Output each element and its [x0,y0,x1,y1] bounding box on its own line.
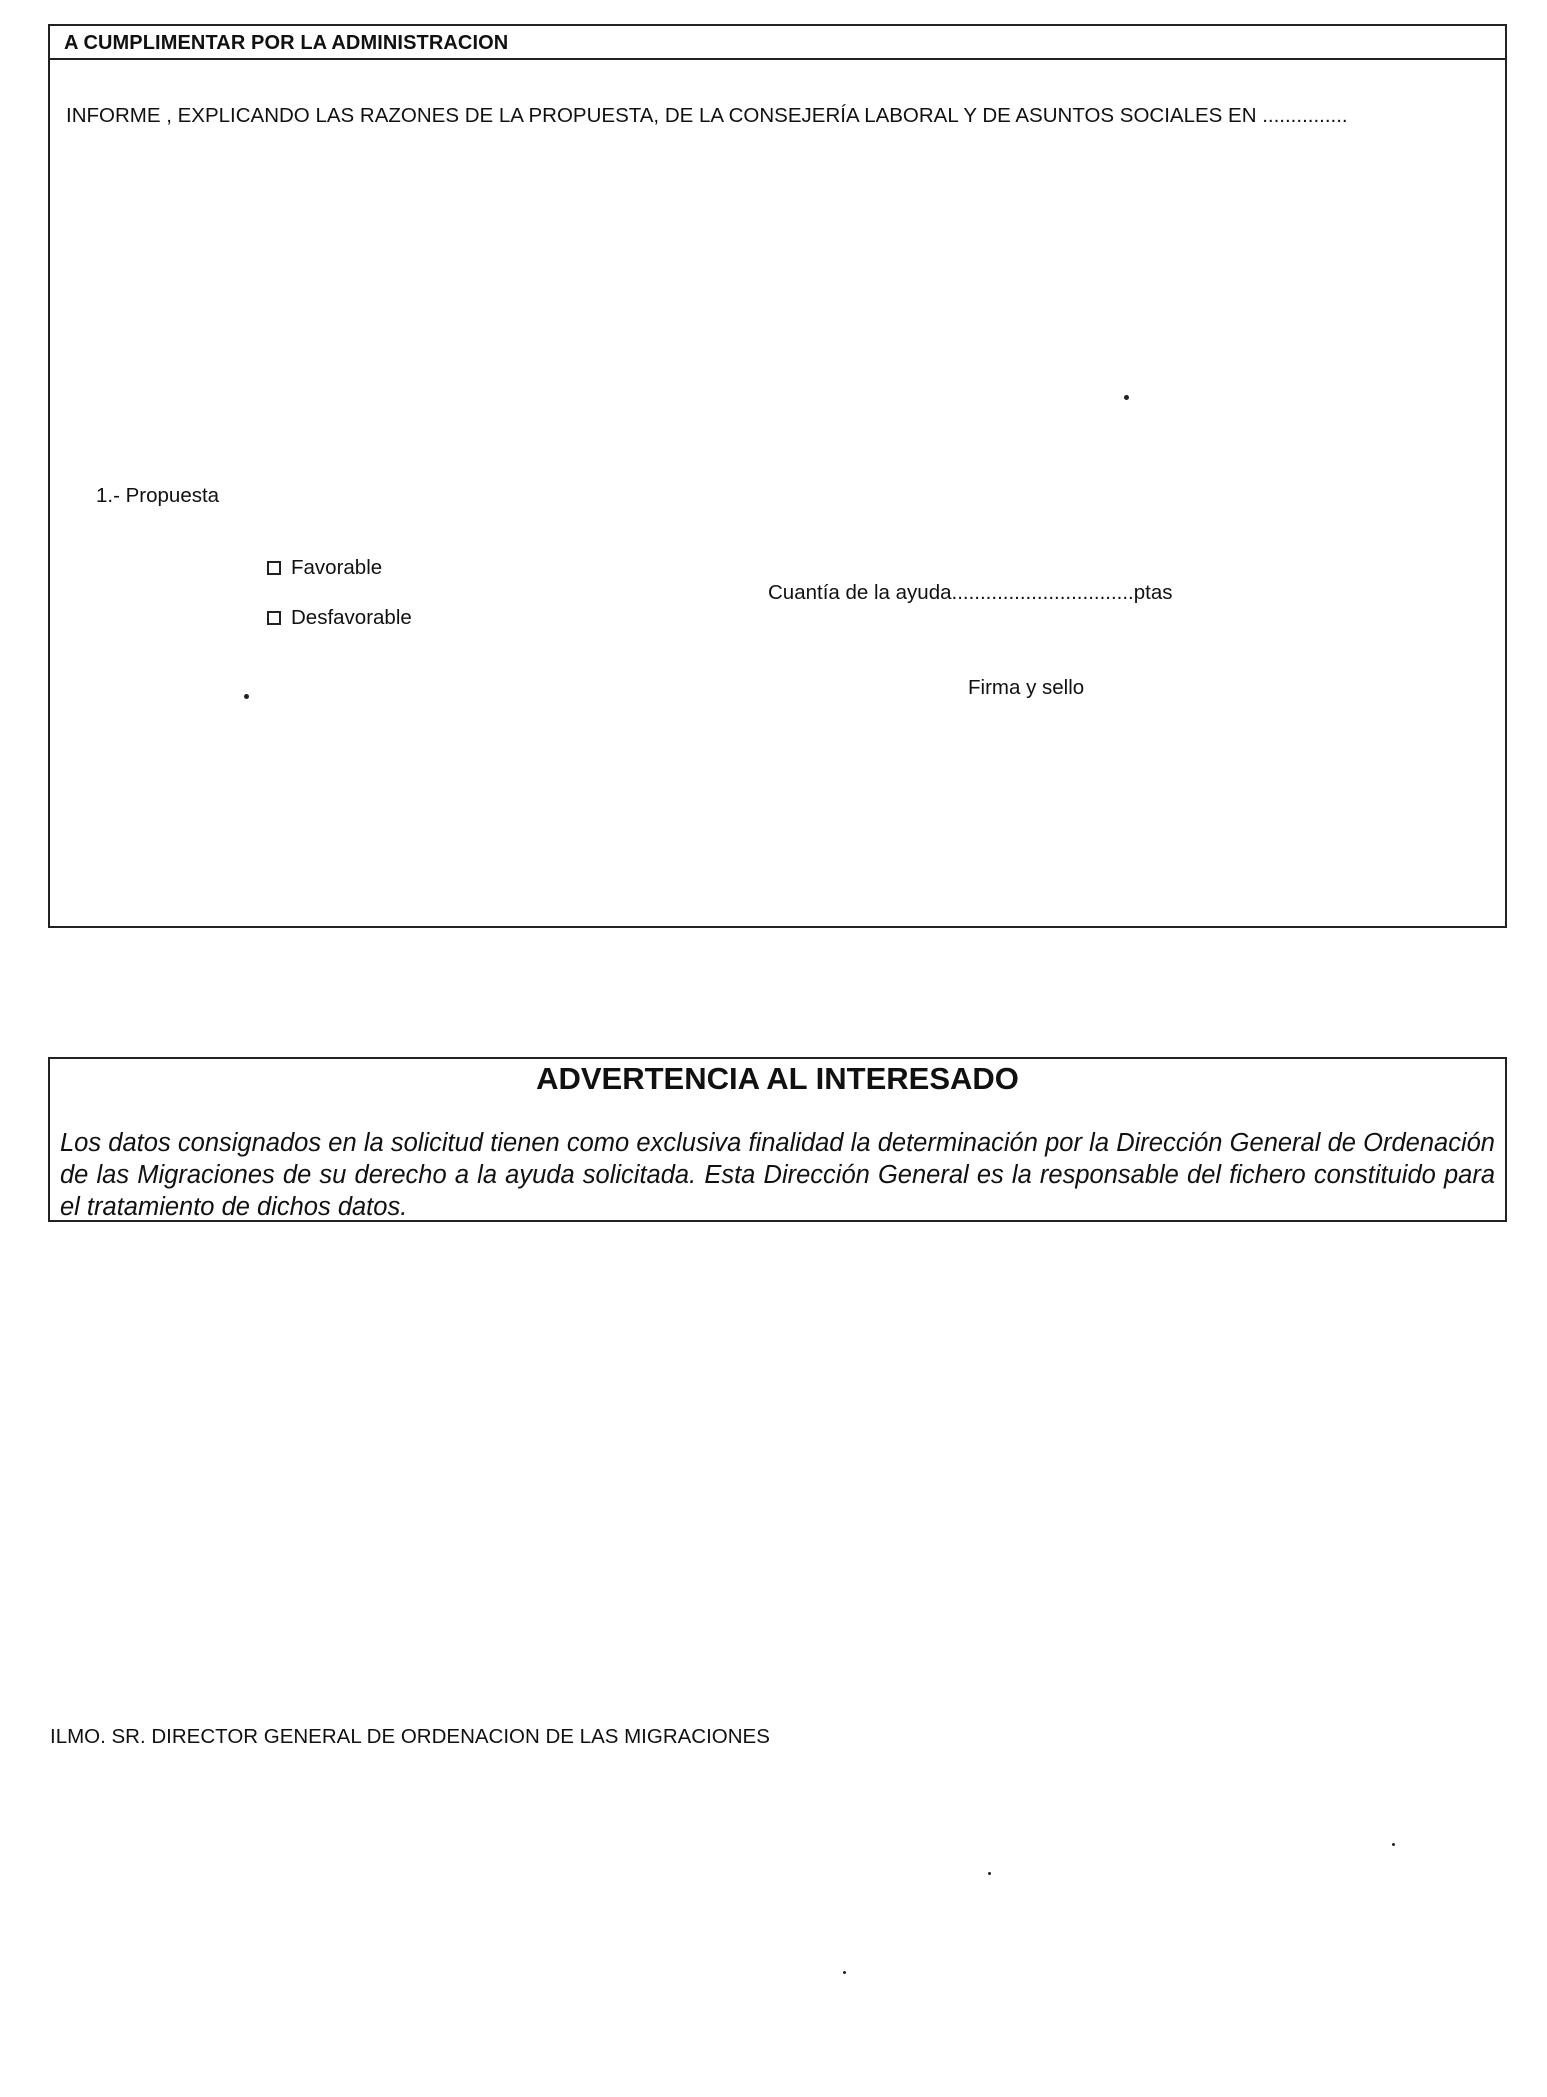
scan-speck [843,1971,846,1974]
option-favorable[interactable] [267,556,382,580]
header-divider [50,58,1505,60]
favorable-label: Favorable [291,556,383,579]
warning-text: Los datos consignados en la solicitud tienen como exclusiva finalidad la determinación por la Dirección General de Ordenación de las Migraciones de su derecho a la ayuda solicitada. Esta Dirección General es la responsable del fichero constituido para el tratamiento de dichos datos. [60,1129,1495,1221]
scan-speck [1124,395,1129,400]
warning-section [48,1057,1507,1222]
desfavorable-label: Desfavorable [291,606,412,629]
cuantia-field[interactable]: Cuantía de la ayuda................................ptas [768,581,1173,604]
propuesta-label: 1.- Propuesta [96,484,220,507]
administration-section [48,24,1507,928]
desfavorable-checkbox[interactable] [267,611,281,625]
scan-speck [1392,1843,1395,1846]
option-desfavorable[interactable] [267,606,412,630]
scan-speck [988,1872,991,1875]
warning-title: ADVERTENCIA AL INTERESADO [536,1061,1019,1096]
firma-label: Firma y sello [968,676,1085,699]
addressee-line: ILMO. SR. DIRECTOR GENERAL DE ORDENACION DE LAS MIGRACIONES [50,1725,770,1748]
favorable-checkbox[interactable] [267,561,281,575]
scan-speck [244,694,249,699]
admin-section-header: A CUMPLIMENTAR POR LA ADMINISTRACION [64,32,509,54]
informe-label: INFORME , EXPLICANDO LAS RAZONES DE LA PROPUESTA, DE LA CONSEJERÍA LABORAL Y DE ASUNTOS SOCIALES EN ............... [66,104,1348,127]
